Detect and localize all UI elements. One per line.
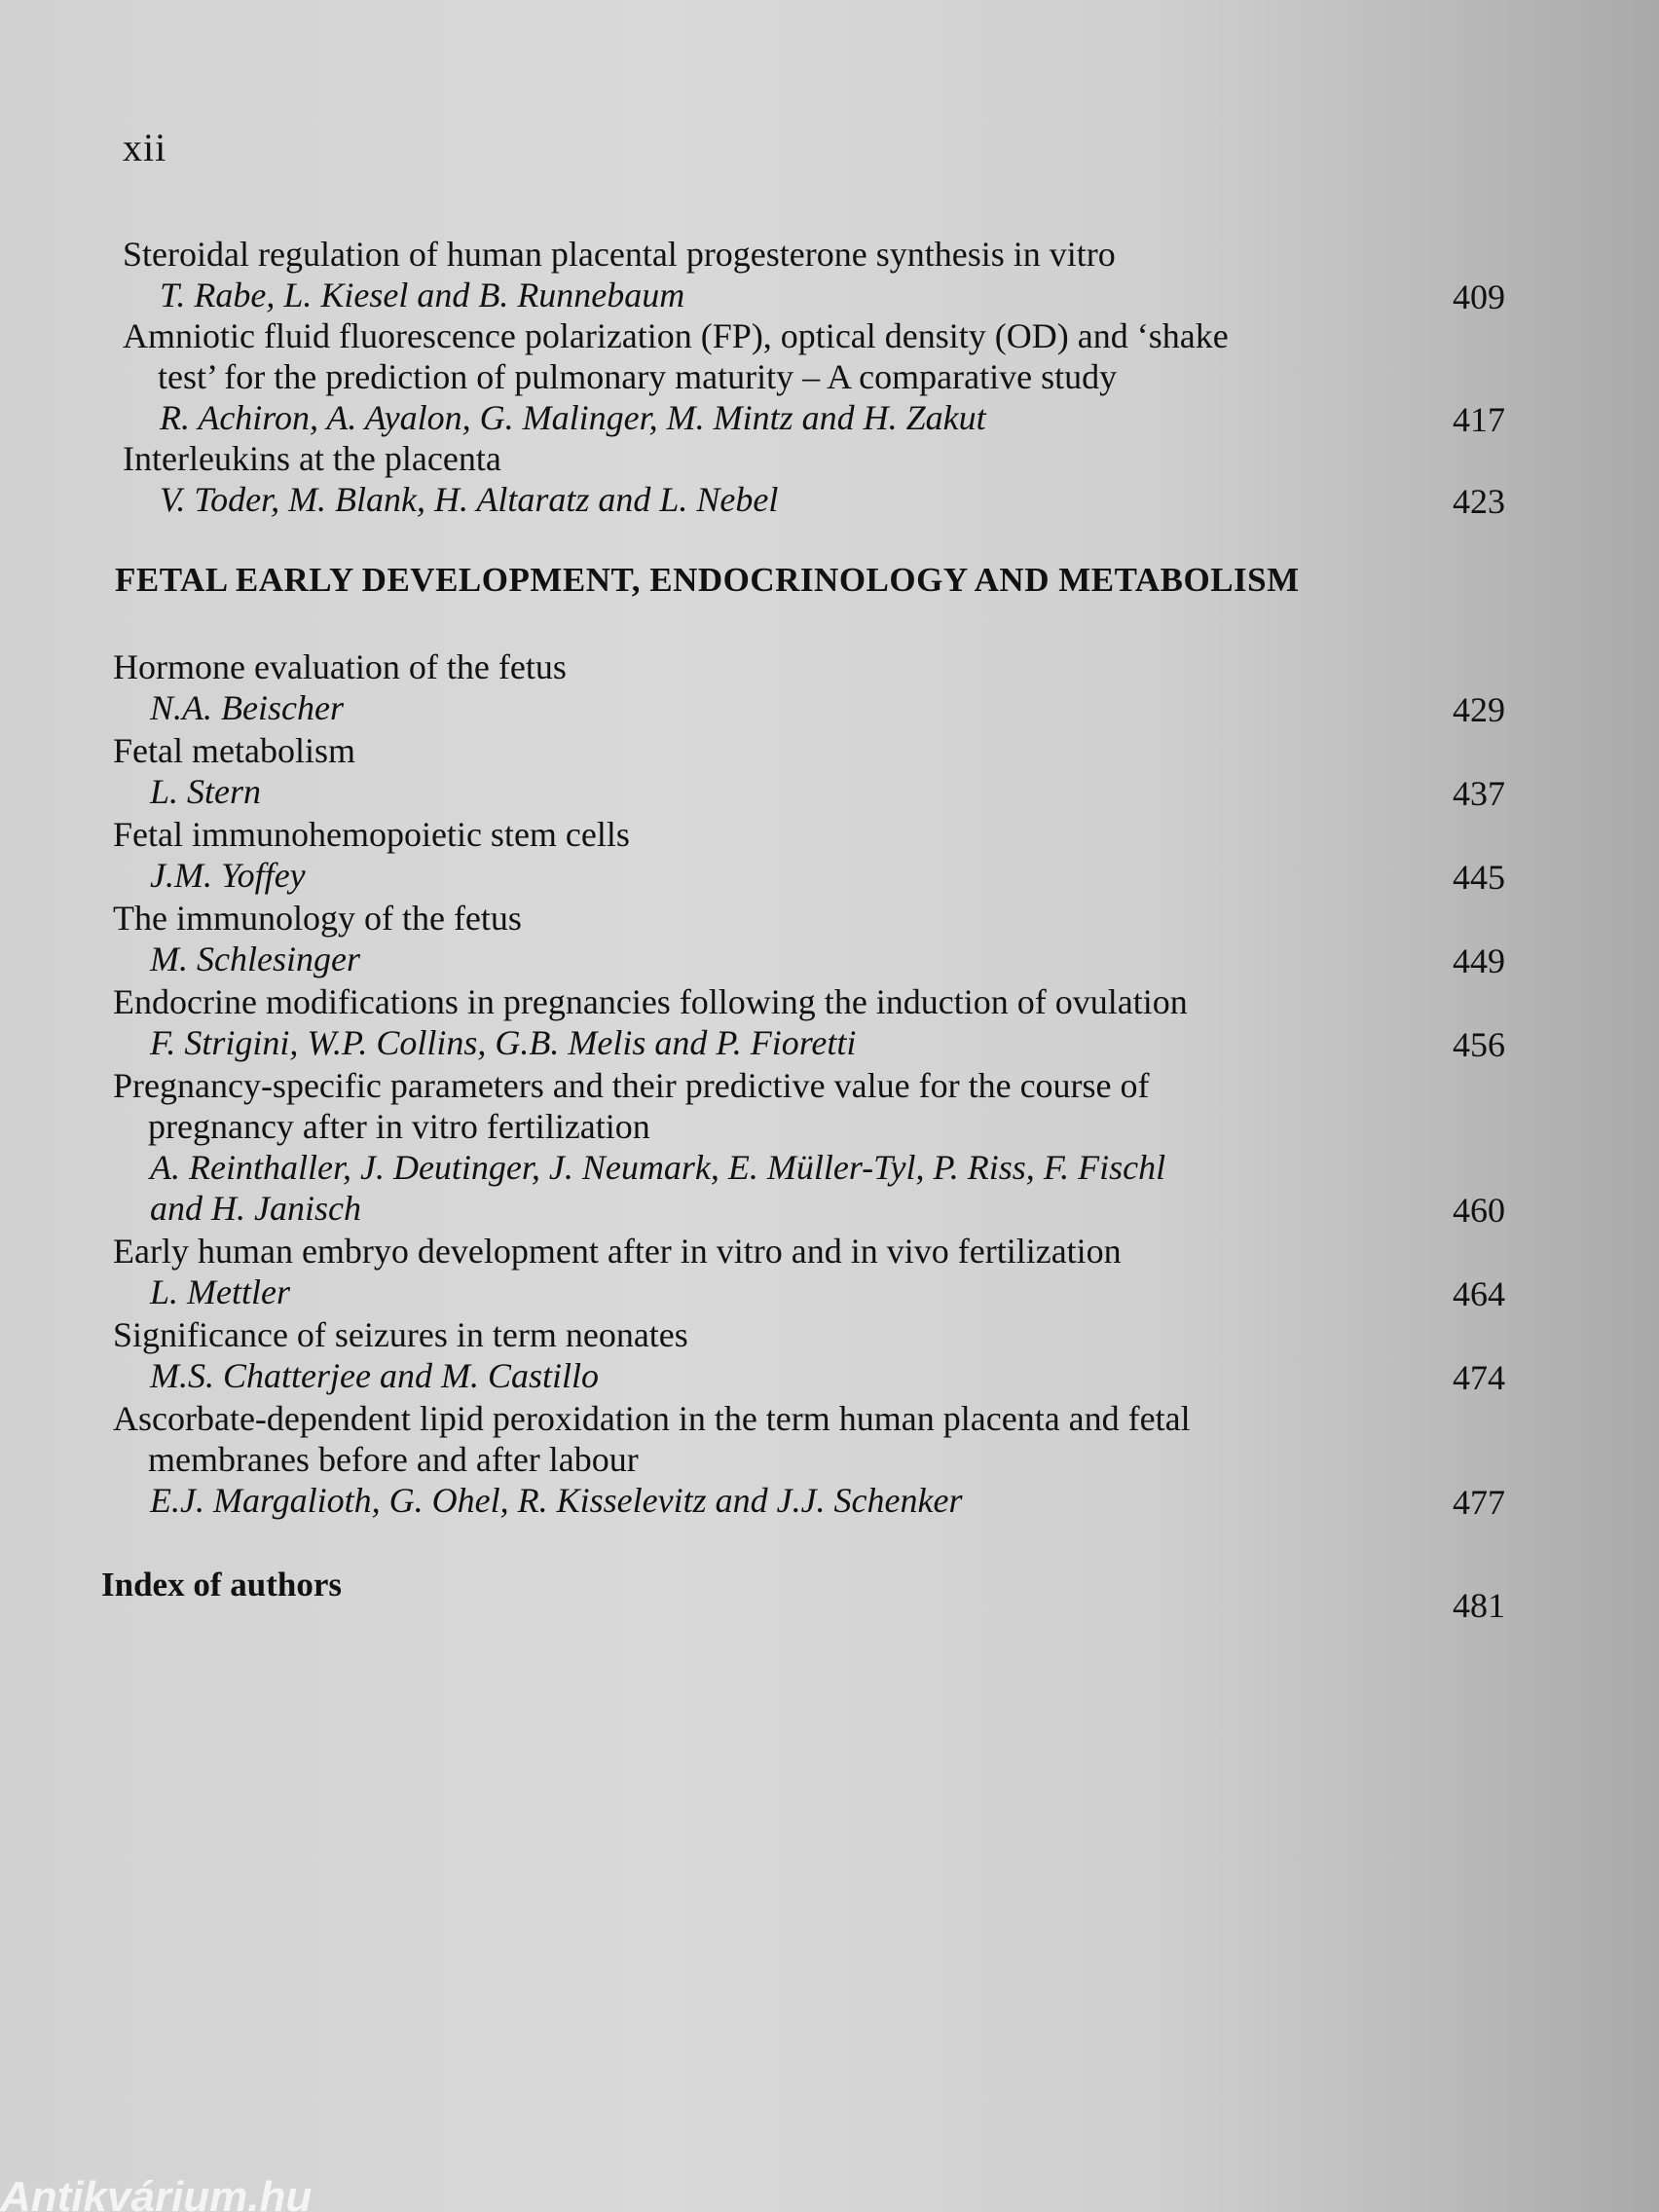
entry-title: The immunology of the fetus <box>113 899 522 938</box>
entry-title: test’ for the prediction of pulmonary maturity – A comparative study <box>158 357 1118 396</box>
toc-entry <box>113 1398 1659 1521</box>
entry-title: Interleukins at the placenta <box>123 439 501 478</box>
entry-authors: L. Mettler <box>150 1272 290 1311</box>
entry-page-number: 423 <box>1453 482 1505 521</box>
toc-group-2 <box>113 646 1659 1523</box>
entry-page-number: 445 <box>1453 858 1505 897</box>
entry-title: Ascorbate-dependent lipid peroxidation in the term human placenta and fetal <box>113 1399 1191 1438</box>
section-heading: FETAL EARLY DEVELOPMENT, ENDOCRINOLOGY AND METABOLISM <box>115 561 1300 599</box>
toc-entry <box>113 1314 1659 1396</box>
entry-authors: T. Rabe, L. Kiesel and B. Runnebaum <box>160 276 685 314</box>
entry-title: Pregnancy-specific parameters and their predictive value for the course of <box>113 1066 1150 1105</box>
entry-title: Amniotic fluid fluorescence polarization (FP), optical density (OD) and ‘shake <box>123 316 1229 355</box>
entry-title: Fetal metabolism <box>113 731 355 770</box>
watermark-logo: Antikvárium.hu <box>0 2173 313 2212</box>
entry-authors: E.J. Margalioth, G. Ohel, R. Kisselevitz and J.J. Schenker <box>150 1481 963 1520</box>
toc-entry <box>113 814 1659 896</box>
entry-page-number: 429 <box>1453 690 1505 729</box>
entry-authors: N.A. Beischer <box>150 688 344 727</box>
entry-authors: J.M. Yoffey <box>150 856 306 895</box>
toc-entry <box>113 898 1659 979</box>
entry-title: membranes before and after labour <box>148 1440 639 1479</box>
entry-page-number: 464 <box>1453 1274 1505 1313</box>
entry-title: Steroidal regulation of human placental progesterone synthesis in vitro <box>123 235 1116 274</box>
toc-entry <box>123 315 1659 438</box>
index-heading: Index of authors <box>101 1566 342 1604</box>
entry-page-number: 460 <box>1453 1191 1505 1230</box>
entry-authors: V. Toder, M. Blank, H. Altaratz and L. Nebel <box>160 480 779 519</box>
entry-authors: and H. Janisch <box>150 1189 361 1228</box>
entry-authors: L. Stern <box>150 772 262 811</box>
entry-page-number: 449 <box>1453 941 1505 980</box>
toc-entry <box>113 646 1659 728</box>
page-number: xii <box>123 126 167 169</box>
entry-page-number: 456 <box>1453 1025 1505 1064</box>
entry-authors: R. Achiron, A. Ayalon, G. Malinger, M. Mintz and H. Zakut <box>160 398 986 437</box>
entry-page-number: 437 <box>1453 774 1505 813</box>
entry-page-number: 409 <box>1453 277 1505 316</box>
entry-title: Endocrine modifications in pregnancies following the induction of ovulation <box>113 982 1188 1021</box>
entry-title: Significance of seizures in term neonates <box>113 1315 688 1354</box>
toc-entry <box>123 438 1659 520</box>
entry-authors: M. Schlesinger <box>150 940 360 978</box>
toc-entry <box>113 981 1659 1063</box>
entry-page-number: 474 <box>1453 1358 1505 1397</box>
entry-title: Early human embryo development after in vitro and in vivo fertilization <box>113 1232 1122 1271</box>
toc-entry <box>113 1231 1659 1312</box>
toc-entry <box>123 234 1659 315</box>
entry-authors: F. Strigini, W.P. Collins, G.B. Melis and P. Fioretti <box>150 1023 857 1062</box>
toc-group-1 <box>123 234 1659 520</box>
entry-page-number: 477 <box>1453 1483 1505 1522</box>
entry-title: Hormone evaluation of the fetus <box>113 647 567 686</box>
entry-authors: M.S. Chatterjee and M. Castillo <box>150 1356 599 1395</box>
entry-authors: A. Reinthaller, J. Deutinger, J. Neumark, E. Müller-Tyl, P. Riss, F. Fischl <box>150 1148 1166 1187</box>
entry-title: Fetal immunohemopoietic stem cells <box>113 815 630 854</box>
index-page-number: 481 <box>1453 1586 1505 1625</box>
toc-entry <box>113 1065 1659 1229</box>
entry-page-number: 417 <box>1453 400 1505 439</box>
entry-title: pregnancy after in vitro fertilization <box>148 1107 650 1146</box>
toc-entry <box>113 730 1659 812</box>
